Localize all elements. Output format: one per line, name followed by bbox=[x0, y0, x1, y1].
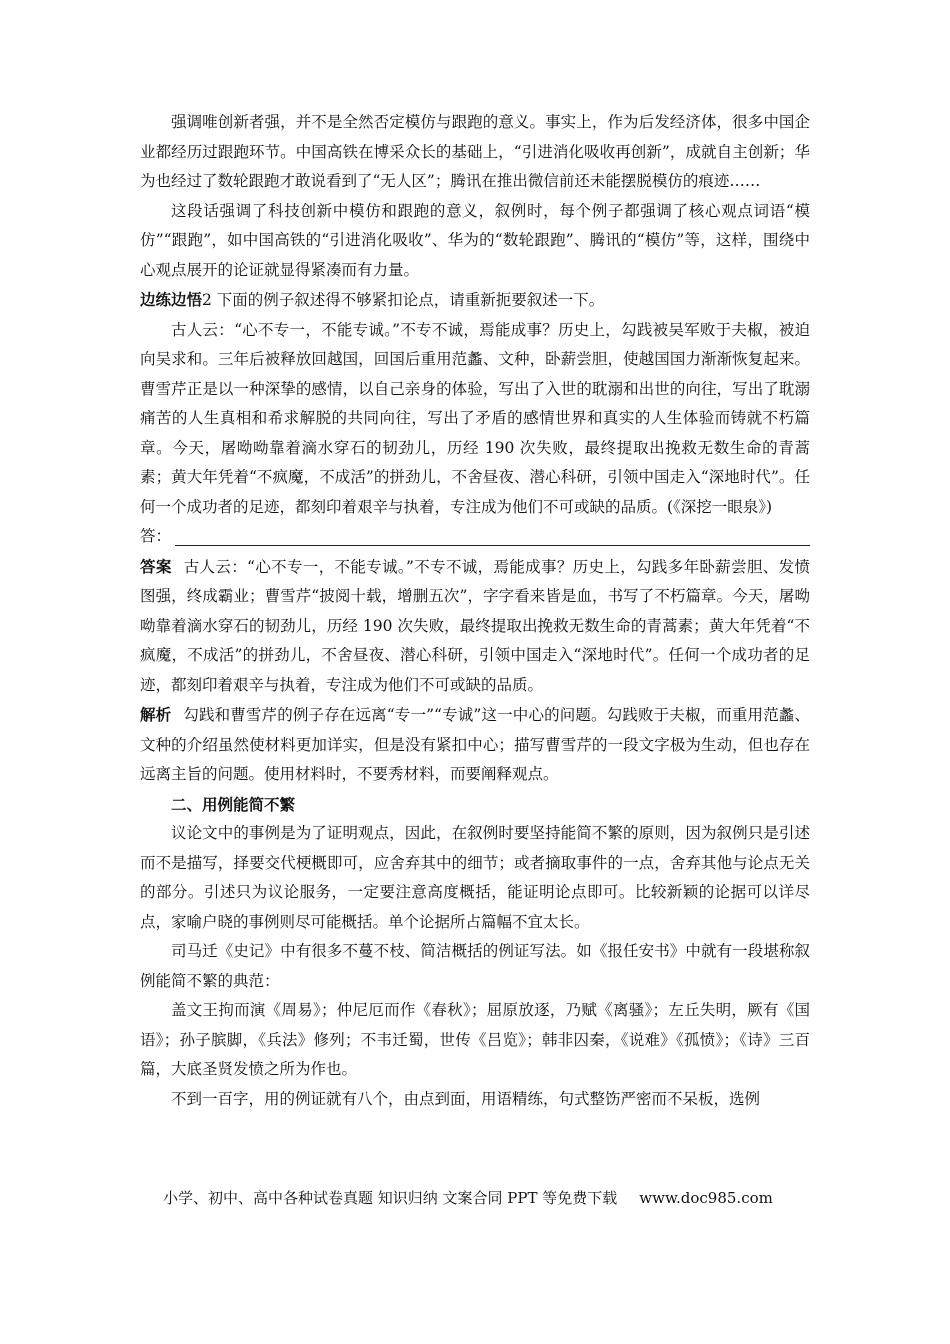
answer-paragraph bbox=[140, 552, 810, 701]
answer-line bbox=[175, 527, 810, 546]
footer-site: www.doc985.com bbox=[639, 1189, 773, 1207]
answer-prompt: 答： bbox=[140, 527, 172, 545]
paragraph-quote-baoren: 盖文王拘而演《周易》；仲尼厄而作《春秋》；屈原放逐，乃赋《离骚》；左丘失明，厥有《国语》；孙子膑脚，《兵法》修列；不韦迁蜀，世传《吕览》；韩非囚秦，《说难》《孤愤》；《诗》三百篇，大底圣贤发愤之所为作也。 bbox=[140, 1001, 810, 1078]
paragraph-conclusion: 不到一百字，用的例证就有八个，由点到面，用语精练，句式整饬严密而不呆板，选例 bbox=[171, 1089, 761, 1108]
page-footer bbox=[163, 1187, 803, 1208]
paragraph-principle: 议论文中的事例是为了证明观点，因此，在叙例时要坚持能简不繁的原则，因为叙例只是引述而不是描写，择要交代梗概即可，应舍弃其中的细节；或者摘取事件的一点，舍弃其他与论点无关的部分。引述只为议论服务，一定要注意高度概括，能证明论点即可。比较新颖的论据可以详尽点，家喻户晓的事例则尽可能概括。单个论据所占篇幅不宜太长。 bbox=[140, 824, 810, 931]
paragraph-commentary: 这段话强调了科技创新中模仿和跟跑的意义，叙例时，每个例子都强调了核心观点词语“模仿”“跟跑”，如中国高铁的“引进消化吸收”、华为的“数轮跟跑”、腾讯的“模仿”等，这样，围绕中心观点展开的论证就显得紧凑而有力量。 bbox=[140, 201, 810, 279]
analysis-paragraph bbox=[140, 700, 810, 790]
document-body bbox=[140, 108, 810, 1114]
answer-blank bbox=[140, 522, 810, 552]
answer-text: 古人云：“心不专一，不能专诚。”不专不诚，焉能成事？历史上，勾践多年卧薪尝胆、发愤图强，终成霸业；曹雪芹“披阅十载，增删五次”，字字看来皆是血，书写了不朽篇章。今天，屠呦呦靠着滴水穿石的韧劲儿，历经 190 次失败，最终提取出挽救无数生命的青蒿素；黄大年凭着“不疯魔，不成活”的拼劲儿，不舍昼夜、潜心科研，引领中国走入“深地时代”。任何一个成功者的足迹，都刻印着艰辛与执着，专注成为他们不可或缺的品质。 bbox=[140, 557, 810, 694]
answer-label: 答案 bbox=[140, 556, 172, 576]
paragraph-shiji: 司马迁《史记》中有很多不蔓不枝、简洁概括的例证写法。如《报任安书》中就有一段堪称叙例能简不繁的典范： bbox=[140, 942, 810, 990]
paragraph-exercise-material: 古人云：“心不专一，不能专诚。”不专不诚，焉能成事？历史上，勾践被吴军败于夫椒，被迫向吴求和。三年后被释放回越国，回国后重用范蠡、文种，卧薪尝胆，使越国国力渐渐恢复起来。曹雪芹正是以一种深挚的感情，以自己亲身的体验，写出了入世的耽溺和出世的向往，写出了耽溺痛苦的人生真相和希求解脱的共同向往，写出了矛盾的感情世界和真实的人生体验而铸就不朽篇章。今天，屠呦呦靠着滴水穿石的韧劲儿，历经 190 次失败，最终提取出挽救无数生命的青蒿素；黄大年凭着“不疯魔，不成活”的拼劲儿，不舍昼夜、潜心科研，引领中国走入“深地时代”。任何一个成功者的足迹，都刻印着艰辛与执着，专注成为他们不可或缺的品质。(《深挖一眼泉》) bbox=[140, 320, 810, 516]
footer-text: 小学、初中、高中各种试卷真题 知识归纳 文案合同 PPT 等免费下载 bbox=[163, 1189, 618, 1207]
paragraph-example-quote: 强调唯创新者强，并不是全然否定模仿与跟跑的意义。事实上，作为后发经济体，很多中国企业都经历过跟跑环节。中国高铁在博采众长的基础上，“引进消化吸收再创新”，成就自主创新；华为也经过了数轮跟跑才敢说看到了“无人区”；腾讯在推出微信前还未能摆脱模仿的痕迹…… bbox=[140, 113, 810, 190]
analysis-label: 解析 bbox=[140, 705, 172, 724]
exercise-prompt bbox=[140, 285, 810, 316]
exercise-title: 边练边悟 bbox=[140, 290, 203, 309]
analysis-text: 勾践和曹雪芹的例子存在远离“专一”“专诚”这一中心的问题。勾践败于夫椒，而重用范蠡、文种的介绍虽然使材料更加详实，但是没有紧扣中心；描写曹雪芹的一段文字极为生动，但也存在远离主旨的问题。使用材料时，不要秀材料，而要阐释观点。 bbox=[140, 706, 810, 783]
exercise-text: 2 下面的例子叙述得不够紧扣论点，请重新扼要叙述一下。 bbox=[202, 291, 605, 309]
section-heading: 二、用例能简不繁 bbox=[171, 794, 296, 814]
